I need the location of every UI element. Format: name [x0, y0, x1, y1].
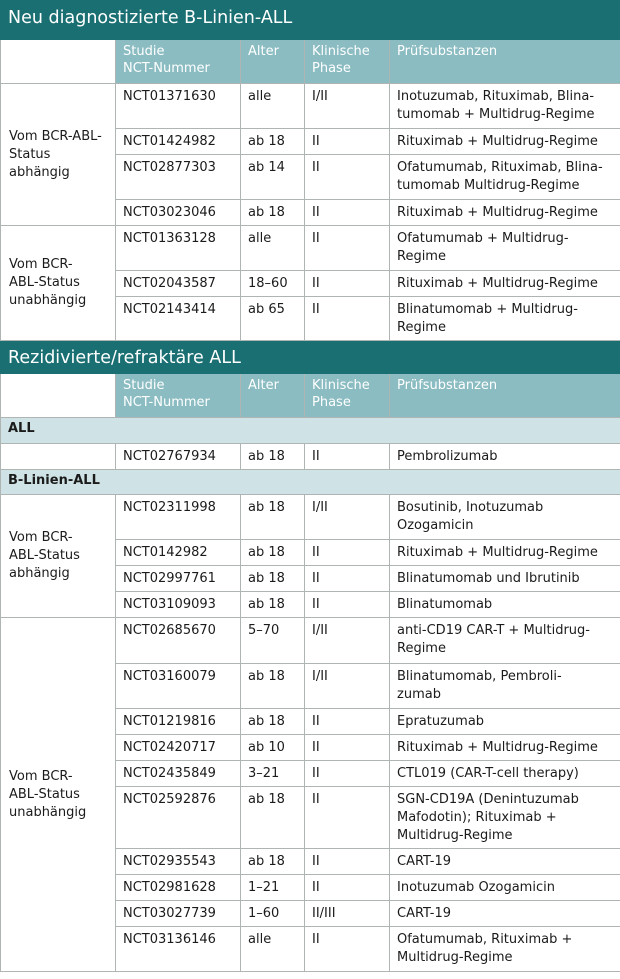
nct-number: NCT01424982 [116, 129, 241, 155]
substances: Ofatumumab, Rituximab, Blina- tumomab Multidrug-Regime [390, 155, 620, 200]
nct-number: NCT01363128 [116, 226, 241, 271]
phase: II [305, 297, 390, 341]
nct-number: NCT02935543 [116, 849, 241, 875]
substances: Ofatumumab, Rituximab + Multidrug-Regime [390, 927, 620, 972]
substances: Blinatumomab, Pembroli- zumab [390, 664, 620, 709]
phase: II [305, 155, 390, 200]
group-label: Vom BCR- ABL-Status unabhängig [1, 618, 116, 972]
nct-number: NCT03160079 [116, 664, 241, 709]
substances: Epratuzumab [390, 709, 620, 735]
table-row [1, 84, 620, 129]
phase: II [305, 226, 390, 271]
substances: Rituximab + Multidrug-Regime [390, 271, 620, 297]
section-title-row [1, 1, 620, 40]
table-row [1, 226, 620, 271]
age: 3–21 [241, 761, 305, 787]
nct-number: NCT02043587 [116, 271, 241, 297]
age: ab 14 [241, 155, 305, 200]
group-label: Vom BCR- ABL-Status unabhängig [1, 226, 116, 341]
nct-number: NCT02420717 [116, 735, 241, 761]
nct-number: NCT01219816 [116, 709, 241, 735]
subsection-row [1, 418, 620, 444]
nct-number: NCT02997761 [116, 566, 241, 592]
nct-number: NCT03023046 [116, 200, 241, 226]
header-blank-cell [1, 40, 116, 84]
phase: II [305, 849, 390, 875]
phase: II [305, 540, 390, 566]
age: 1–60 [241, 901, 305, 927]
age: ab 18 [241, 787, 305, 849]
age: ab 18 [241, 709, 305, 735]
substances: Rituximab + Multidrug-Regime [390, 540, 620, 566]
header-age: Alter [241, 40, 305, 84]
header-substances: Prüfsubstanzen [390, 40, 620, 84]
phase: II [305, 927, 390, 972]
phase: II [305, 761, 390, 787]
phase: I/II [305, 495, 390, 540]
phase: II [305, 709, 390, 735]
substances: CTL019 (CAR-T-cell therapy) [390, 761, 620, 787]
substances: Blinatumomab + Multidrug- Regime [390, 297, 620, 341]
header-study: Studie NCT-Nummer [116, 374, 241, 418]
nct-number: NCT03027739 [116, 901, 241, 927]
group-label: Vom BCR-ABL- Status abhängig [1, 84, 116, 226]
age: 18–60 [241, 271, 305, 297]
nct-number: NCT02877303 [116, 155, 241, 200]
age: alle [241, 226, 305, 271]
nct-number: NCT02143414 [116, 297, 241, 341]
nct-number: NCT02311998 [116, 495, 241, 540]
substances: Rituximab + Multidrug-Regime [390, 200, 620, 226]
age: ab 18 [241, 849, 305, 875]
nct-number: NCT02592876 [116, 787, 241, 849]
table-row [1, 618, 620, 664]
substances: Blinatumomab und Ibrutinib [390, 566, 620, 592]
subsection-row [1, 470, 620, 495]
age: ab 18 [241, 129, 305, 155]
header-substances: Prüfsubstanzen [390, 374, 620, 418]
substances: Bosutinib, Inotuzumab Ozogamicin [390, 495, 620, 540]
table-row [1, 444, 620, 470]
phase: II/III [305, 901, 390, 927]
header-study: Studie NCT-Nummer [116, 40, 241, 84]
age: ab 10 [241, 735, 305, 761]
nct-number: NCT03109093 [116, 592, 241, 618]
substances: Inotuzumab, Rituximab, Blina- tumomab + Multidrug-Regime [390, 84, 620, 129]
header-phase: Klinische Phase [305, 40, 390, 84]
age: 5–70 [241, 618, 305, 664]
substances: CART-19 [390, 901, 620, 927]
substances: Blinatumomab [390, 592, 620, 618]
substances: Rituximab + Multidrug-Regime [390, 129, 620, 155]
header-age: Alter [241, 374, 305, 418]
age: 1–21 [241, 875, 305, 901]
substances: Rituximab + Multidrug-Regime [390, 735, 620, 761]
nct-number: NCT02981628 [116, 875, 241, 901]
section-title: Neu diagnostizierte B-Linien-ALL [1, 1, 620, 40]
substances: anti-CD19 CAR-T + Multidrug- Regime [390, 618, 620, 664]
phase: II [305, 129, 390, 155]
substances: Inotuzumab Ozogamicin [390, 875, 620, 901]
nct-number: NCT01371630 [116, 84, 241, 129]
phase: II [305, 444, 390, 470]
subsection-label: B-Linien-ALL [1, 470, 620, 495]
phase: II [305, 875, 390, 901]
phase: I/II [305, 664, 390, 709]
substances: Ofatumumab + Multidrug- Regime [390, 226, 620, 271]
phase: II [305, 787, 390, 849]
nct-number: NCT02685670 [116, 618, 241, 664]
section-title: Rezidivierte/refraktäre ALL [1, 341, 620, 374]
age: ab 18 [241, 664, 305, 709]
age: alle [241, 927, 305, 972]
subsection-label: ALL [1, 418, 620, 444]
phase: II [305, 735, 390, 761]
phase: II [305, 200, 390, 226]
age: ab 18 [241, 540, 305, 566]
age: ab 18 [241, 592, 305, 618]
phase: II [305, 271, 390, 297]
header-blank-cell [1, 374, 116, 418]
group-label [1, 444, 116, 470]
age: ab 65 [241, 297, 305, 341]
phase: II [305, 566, 390, 592]
table-row [1, 495, 620, 540]
nct-number: NCT02767934 [116, 444, 241, 470]
phase: II [305, 592, 390, 618]
nct-number: NCT0142982 [116, 540, 241, 566]
column-header-row [1, 374, 620, 418]
group-label: Vom BCR- ABL-Status abhängig [1, 495, 116, 618]
nct-number: NCT03136146 [116, 927, 241, 972]
age: ab 18 [241, 566, 305, 592]
phase: I/II [305, 84, 390, 129]
nct-number: NCT02435849 [116, 761, 241, 787]
header-phase: Klinische Phase [305, 374, 390, 418]
section-title-row [1, 341, 620, 374]
column-header-row [1, 40, 620, 84]
substances: CART-19 [390, 849, 620, 875]
age: alle [241, 84, 305, 129]
age: ab 18 [241, 495, 305, 540]
age: ab 18 [241, 200, 305, 226]
age: ab 18 [241, 444, 305, 470]
phase: I/II [305, 618, 390, 664]
substances: SGN-CD19A (Denintuzumab Mafodotin); Rituximab + Multidrug-Regime [390, 787, 620, 849]
substances: Pembrolizumab [390, 444, 620, 470]
